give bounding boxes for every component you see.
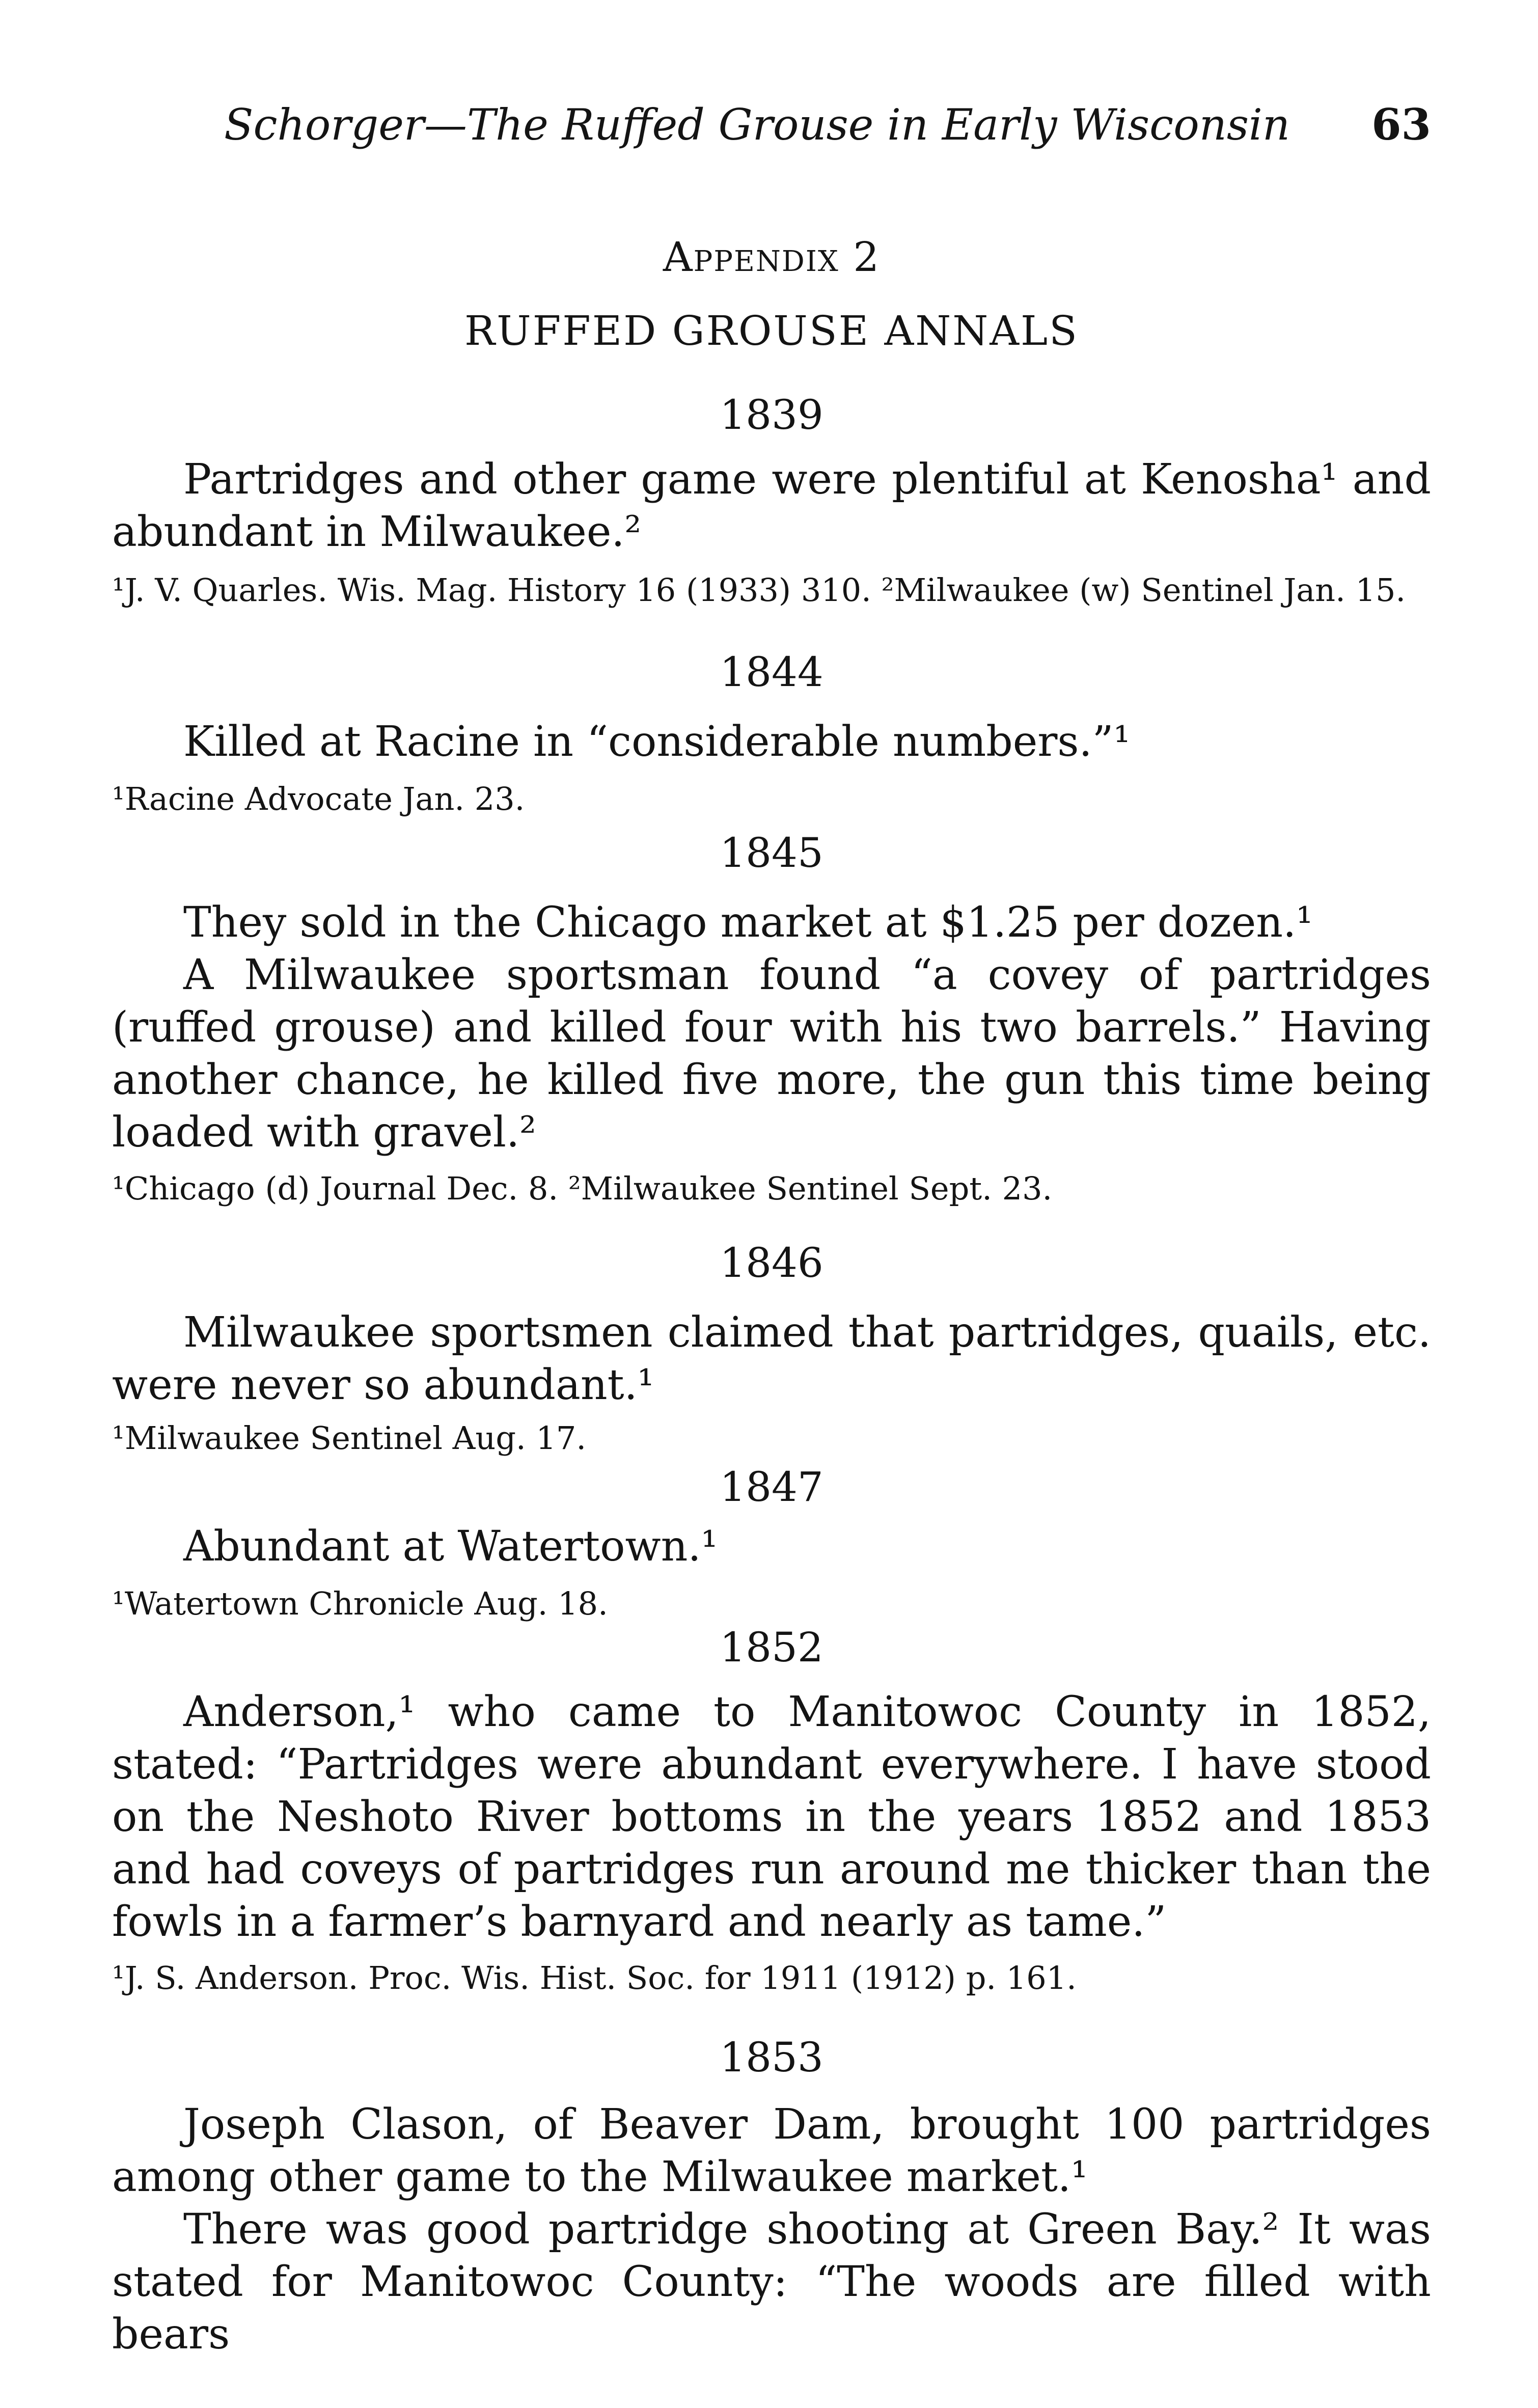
paragraph-1853-2: There was good partridge shooting at Green Bay.² It was stated for Manitowoc County: “The woods are filled with bears <box>112 2205 1431 2359</box>
year-heading-1847: 1847 <box>720 1463 823 1511</box>
paragraph-1852-1: Anderson,¹ who came to Manitowoc County in 1852, stated: “Partridges were abundant everywhere. I have stood on the Neshoto River bottoms in the years 1852 and 1853 and had coveys of partridges run around me thicker than the fowls in a farmer’s barnyard and nearly as tame.” <box>112 1688 1431 1946</box>
year-heading-1853: 1853 <box>720 2034 823 2081</box>
year-heading-1839: 1839 <box>720 391 823 439</box>
paragraph-1853-1: Joseph Clason, of Beaver Dam, brought 100 partridges among other game to the Milwaukee market.¹ <box>112 2100 1431 2201</box>
footnote-1845: ¹Chicago (d) Journal Dec. 8. ²Milwaukee Sentinel Sept. 23. <box>112 1170 1053 1207</box>
paragraph-1845-1: They sold in the Chicago market at $1.25 per dozen.¹ <box>183 898 1313 947</box>
footnote-1839: ¹J. V. Quarles. Wis. Mag. History 16 (1933) 310. ²Milwaukee (w) Sentinel Jan. 15. <box>112 571 1406 609</box>
paragraph-1847-1: Abundant at Watertown.¹ <box>183 1522 718 1571</box>
paragraph-1844-1: Killed at Racine in “considerable numbers.”¹ <box>183 718 1131 766</box>
footnote-1852: ¹J. S. Anderson. Proc. Wis. Hist. Soc. for 1911 (1912) p. 161. <box>112 1959 1077 1996</box>
year-heading-1846: 1846 <box>720 1239 823 1287</box>
paragraph-1839-1: Partridges and other game were plentiful at Kenosha¹ and abundant in Milwaukee.² <box>112 455 1431 556</box>
paragraph-1846-1: Milwaukee sportsmen claimed that partridges, quails, etc. were never so abundant.¹ <box>112 1308 1431 1409</box>
running-head <box>224 97 1431 153</box>
year-heading-1852: 1852 <box>720 1624 823 1671</box>
year-heading-1845: 1845 <box>720 829 823 877</box>
section-title: RUFFED GROUSE ANNALS <box>464 307 1079 354</box>
page-number: 63 <box>1371 99 1431 150</box>
appendix-label: Appendix 2 <box>663 233 881 281</box>
paragraph-1845-2: A Milwaukee sportsman found “a covey of partridges (ruffed grouse) and killed four with his two barrels.” Having another chance, he killed five more, the gun this time being loaded with gravel.² <box>112 951 1431 1157</box>
footnote-1846: ¹Milwaukee Sentinel Aug. 17. <box>112 1419 587 1457</box>
footnote-1844: ¹Racine Advocate Jan. 23. <box>112 780 525 817</box>
year-heading-1844: 1844 <box>720 648 823 696</box>
footnote-1847: ¹Watertown Chronicle Aug. 18. <box>112 1585 608 1622</box>
running-title: Schorger—The Ruffed Grouse in Early Wisconsin <box>224 100 1290 150</box>
